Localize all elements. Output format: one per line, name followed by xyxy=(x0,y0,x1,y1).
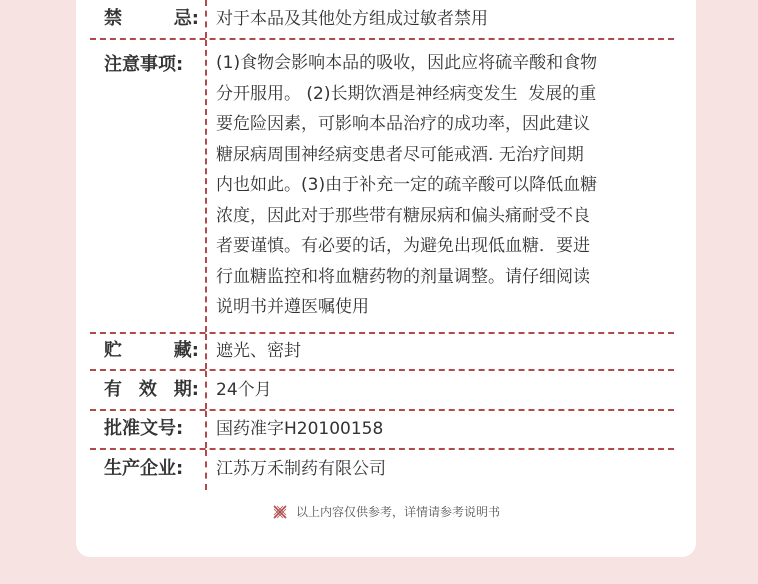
cross-pattern-icon xyxy=(272,504,288,520)
value-approval-number: 国药准字H20100158 xyxy=(216,419,384,439)
value-shelf-life: 24个月 xyxy=(216,380,272,400)
value-storage: 遮光、密封 xyxy=(216,341,301,361)
row-precautions xyxy=(90,40,674,334)
drug-info-table xyxy=(90,0,674,490)
label-contraindications: 禁 忌: xyxy=(104,8,199,29)
label-approval-number: 批准文号: xyxy=(104,418,184,439)
row-manufacturer xyxy=(90,450,674,490)
value-contraindications: 对于本品及其他处方组成过敏者禁用 xyxy=(216,9,488,29)
value-precautions: (1)食物会影响本品的吸收，因此应将硫辛酸和食物 分开服用。 (2)长期饮酒是神经病变发生 发展的重 要危险因素，可影响本品治疗的成功率，因此建议 糖尿病周围神经病变患者尽可能戒酒. 无治疗间期 内也如此。(3)由于补充一定的疏辛酸可以降低血糖 浓度，因此对于那些带有糖尿病和偏头痛耐受不良 者要谨慎。有必要的话，为避免出现低血糖．要进 行血糖监控和将血糖药物的剂量调整。请仔细阅读 说明书并遵医嘱使用 xyxy=(216,53,598,317)
row-shelf-life xyxy=(90,371,674,411)
disclaimer-text: 以上内容仅供参考，详情请参考说明书 xyxy=(295,505,500,519)
row-contraindications xyxy=(90,0,674,40)
disclaimer xyxy=(76,503,696,520)
label-shelf-life: 有 效 期: xyxy=(104,379,199,400)
drug-info-card xyxy=(76,0,696,557)
row-approval-number xyxy=(90,411,674,450)
label-storage: 贮 藏: xyxy=(104,340,199,361)
label-manufacturer: 生产企业: xyxy=(104,458,184,479)
row-storage xyxy=(90,334,674,371)
value-manufacturer: 江苏万禾制药有限公司 xyxy=(216,459,386,479)
label-precautions: 注意事项: xyxy=(104,54,184,75)
